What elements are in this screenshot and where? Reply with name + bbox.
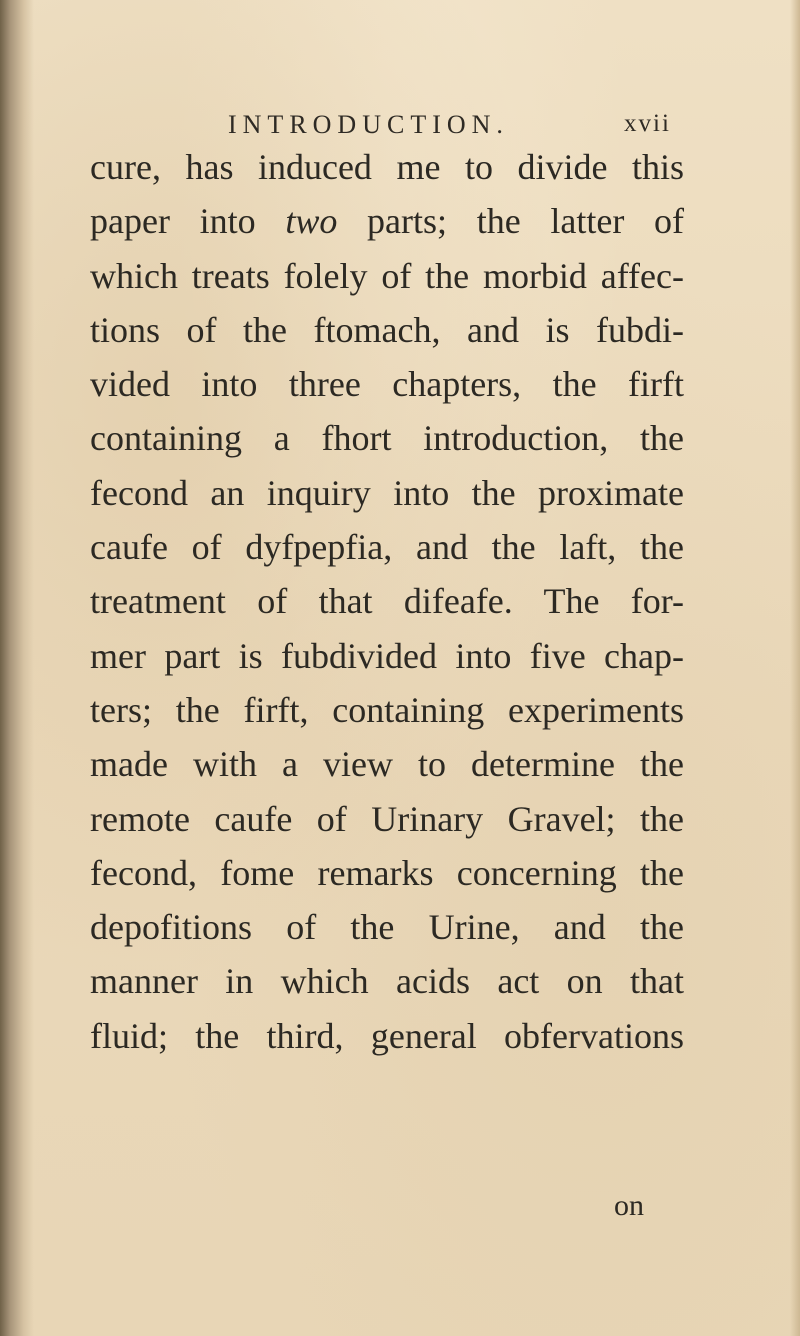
text-line: tions of the ftomach, and is fubdi- xyxy=(90,309,684,350)
text-line: fluid; the third, general obfervations xyxy=(90,1015,684,1056)
emphasis-two: two xyxy=(285,201,338,242)
text-line: manner in which acids act on that xyxy=(90,961,684,1002)
text-line: caufe of dyfpepfia, and the laft, the xyxy=(90,527,684,568)
text-line: fecond, fome remarks concerning the xyxy=(90,852,684,893)
page-gutter-shadow xyxy=(0,0,34,1336)
page-number: xvii xyxy=(624,110,671,137)
text-line: treatment of that difeafe. The for- xyxy=(90,581,684,622)
running-head xyxy=(0,104,800,144)
text-line: made with a view to determine the xyxy=(90,744,684,785)
body-text xyxy=(90,140,684,1063)
page-edge xyxy=(790,0,800,1336)
text-line: which treats folely of the morbid affec- xyxy=(90,255,684,296)
text-line: containing a fhort introduction, the xyxy=(90,418,684,459)
text-line: ters; the firft, containing experiments xyxy=(90,689,684,730)
running-title: INTRODUCTION. xyxy=(228,110,509,139)
catchword: on xyxy=(614,1189,644,1222)
text-line: mer part is fubdivided into five chap- xyxy=(90,635,684,676)
text-line: remote caufe of Urinary Gravel; the xyxy=(90,798,684,839)
text-line: depofitions of the Urine, and the xyxy=(90,907,684,948)
text-line: paper into two parts; the latter of xyxy=(90,201,684,242)
text-line: vided into three chapters, the firft xyxy=(90,364,684,405)
text-line: cure, has induced me to divide this xyxy=(90,147,684,187)
text-line: fecond an inquiry into the proximate xyxy=(90,472,684,513)
